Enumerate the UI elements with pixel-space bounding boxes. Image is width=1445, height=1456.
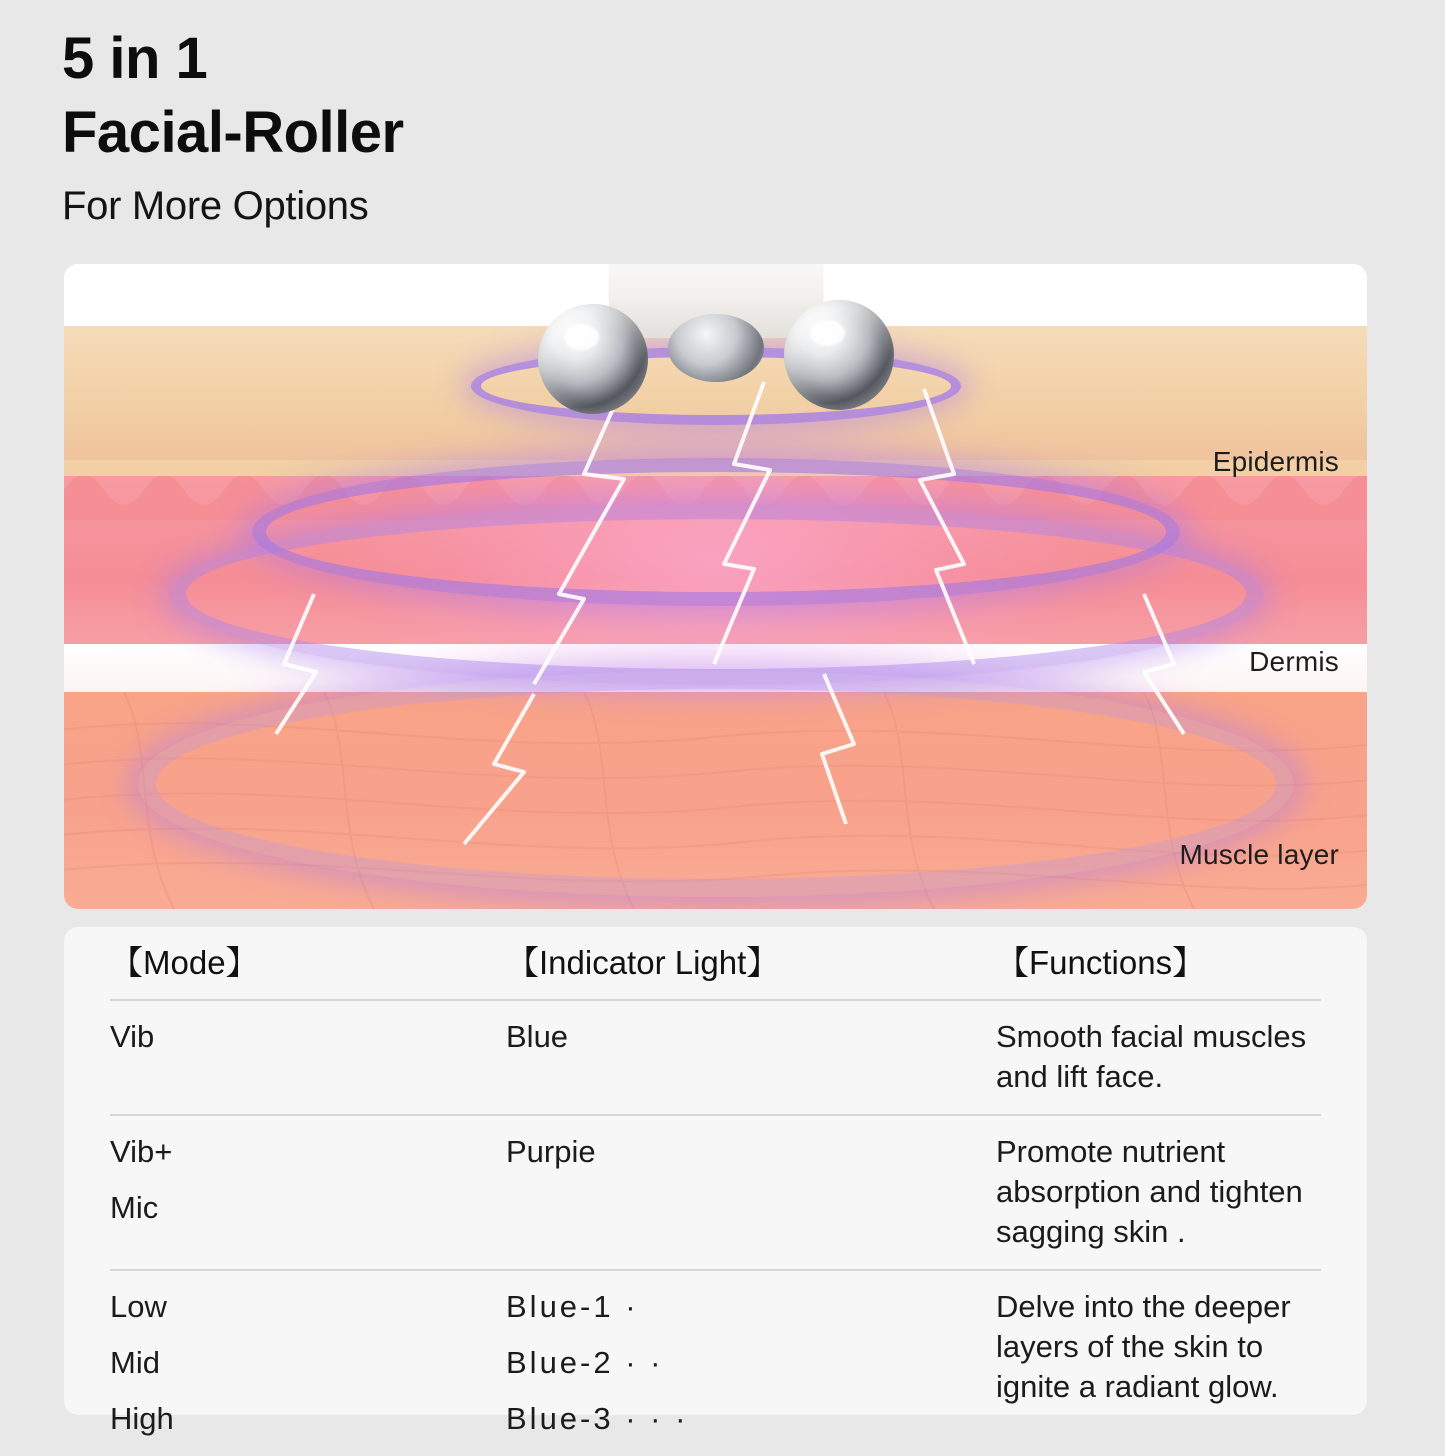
mode-value: Vib [110, 1019, 155, 1054]
header [62, 22, 1062, 232]
skin-layer-illustration [64, 264, 1367, 909]
cell-functions: Smooth facial muscles and lift face. [996, 1019, 1307, 1094]
mode-value: High [110, 1400, 174, 1436]
cell-functions: Delve into the deeper layers of the skin to ignite a radiant glow. [996, 1289, 1291, 1404]
light-value: Blue-1 · [506, 1289, 639, 1325]
facial-roller-device [516, 264, 916, 418]
page-title-line-2: Facial-Roller [62, 100, 404, 166]
device-roller-left [538, 304, 648, 414]
table-row [110, 1001, 1321, 1116]
mode-value: Mic [110, 1190, 159, 1226]
mode-value: Vib+ [110, 1134, 173, 1170]
cell-mode [110, 1017, 506, 1057]
device-center-roller [668, 314, 764, 382]
cell-functions: Promote nutrient absorption and tighten sagging skin . [996, 1134, 1303, 1249]
page-subtitle: For More Options [62, 184, 369, 229]
label-epidermis: Epidermis [1212, 446, 1339, 477]
cell-indicator-light [506, 1287, 996, 1438]
cell-mode [110, 1132, 506, 1227]
cell-mode [110, 1287, 506, 1438]
table-row [110, 1271, 1321, 1456]
column-header-mode: 【Mode】 [110, 943, 259, 981]
column-header-indicator-light: 【Indicator Light】 [506, 943, 780, 981]
table-header-row [110, 927, 1321, 1001]
light-value: Blue-3 · · · [506, 1400, 689, 1436]
device-roller-right [784, 300, 894, 410]
mode-value: Mid [110, 1345, 160, 1381]
mode-table [64, 927, 1367, 1436]
light-value: Blue [506, 1019, 569, 1054]
label-muscle: Muscle layer [1179, 839, 1339, 870]
cell-indicator-light [506, 1017, 996, 1057]
table-row [110, 1116, 1321, 1271]
roller-highlight [810, 320, 845, 346]
mode-value: Low [110, 1289, 167, 1325]
page-title-line-1: 5 in 1 [62, 26, 208, 91]
cell-indicator-light [506, 1132, 996, 1172]
column-header-functions: 【Functions】 [996, 943, 1206, 981]
roller-highlight [564, 324, 599, 350]
light-value: Blue-2 · · [506, 1345, 664, 1381]
label-dermis: Dermis [1249, 646, 1339, 677]
light-value: Purpie [506, 1134, 596, 1170]
